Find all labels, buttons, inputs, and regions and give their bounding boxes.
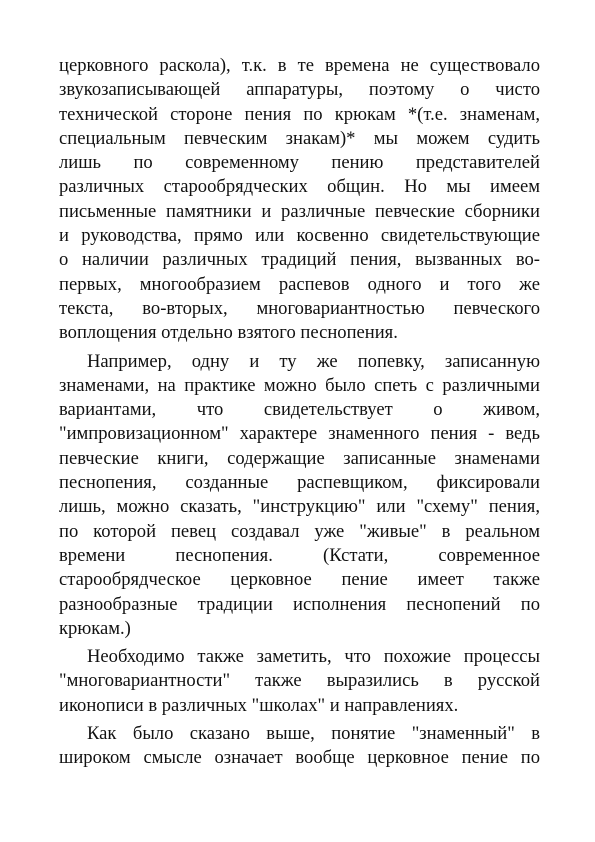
text-line: знаменами, на практике можно было спеть с различными bbox=[59, 374, 540, 396]
text-line: "многовариантности" также выразились в русской bbox=[59, 670, 540, 692]
text-line: первых, многообразием распевов одного и того же bbox=[59, 273, 540, 295]
text-line: технической стороне пения по крюкам *(т.е. знаменам, bbox=[59, 103, 540, 125]
text-line: старообрядческое церковное пение имеет также bbox=[59, 569, 540, 591]
text-line: "импровизационном" характере знаменного пения - ведь bbox=[59, 423, 540, 445]
text-line: лишь по современному пению представителей bbox=[59, 152, 540, 174]
text-line: Как было сказано выше, понятие "знаменный" в bbox=[87, 723, 540, 745]
text-line: песнопения, созданные распевщиком, фиксировали bbox=[59, 472, 540, 494]
text-line: и руководства, прямо или косвенно свидетельствующие bbox=[59, 225, 540, 247]
text-line: иконописи в различных "школах" и направлениях. bbox=[59, 694, 459, 716]
text-line: текста, во-вторых, многовариантностью певческого bbox=[59, 297, 540, 319]
text-line: певческие книги, содержащие записанные знаменами bbox=[59, 447, 540, 469]
text-line: вариантами, что свидетельствует о живом, bbox=[59, 399, 540, 421]
text-line: крюкам.) bbox=[59, 617, 131, 639]
text-line: широком смысле означает вообще церковное пение по bbox=[59, 747, 540, 769]
text-line: времени песнопения. (Кстати, современное bbox=[59, 544, 540, 566]
paragraph bbox=[59, 54, 540, 346]
paragraph bbox=[59, 350, 540, 642]
text-line: Например, одну и ту же попевку, записанную bbox=[87, 350, 540, 372]
text-line: о наличии различных традиций пения, вызванных во- bbox=[59, 249, 540, 271]
text-line: церковного раскола), т.к. в те времена не существовало bbox=[59, 55, 540, 76]
text-line: по которой певец создавал уже "живые" в реальном bbox=[59, 520, 540, 542]
text-line: письменные памятники и различные певческие сборники bbox=[59, 200, 540, 222]
text-line: различных старообрядческих общин. Но мы имеем bbox=[59, 176, 540, 198]
text-line: звукозаписывающей аппаратуры, поэтому о чисто bbox=[59, 79, 540, 101]
text-line: специальным певческим знакам)* мы можем судить bbox=[59, 127, 540, 149]
text-line: Необходимо также заметить, что похожие процессы bbox=[87, 646, 540, 668]
text-line: воплощения отдельно взятого песнопения. bbox=[59, 322, 398, 344]
text-line: разнообразные традиции исполнения песнопений по bbox=[59, 593, 540, 615]
paragraph bbox=[59, 722, 540, 771]
paragraph bbox=[59, 645, 540, 718]
text-line: лишь, можно сказать, "инструкцию" или "схему" пения, bbox=[59, 496, 540, 518]
body-text bbox=[59, 54, 540, 771]
